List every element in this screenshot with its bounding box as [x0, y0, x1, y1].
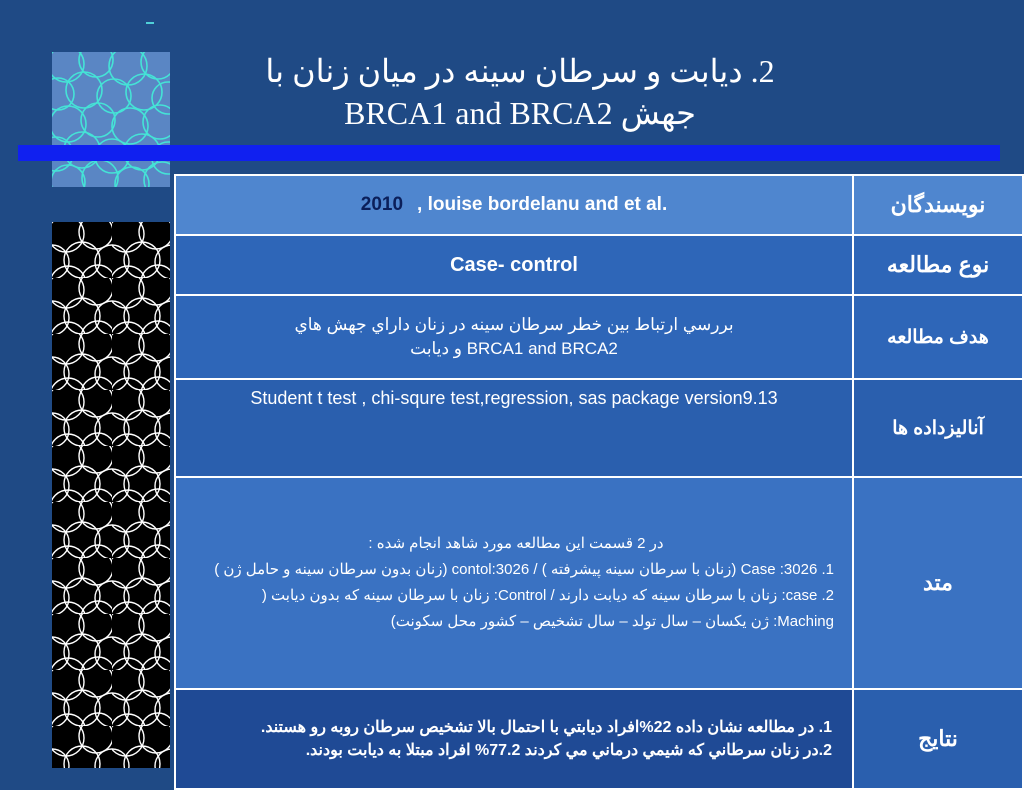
- table-row-study-type: [175, 235, 1023, 295]
- title-line-1: 2. دیابت و سرطان سینه در میان زنان با: [265, 53, 775, 89]
- study-goal-label: هدف مطالعه: [853, 295, 1023, 379]
- method-label: متد: [853, 477, 1023, 689]
- study-type-label: نوع مطالعه: [853, 235, 1023, 295]
- results-item-1: 1. در مطالعه نشان داده 22%افراد ديابتي با احتمال بالا تشخيص سرطان روبه رو هستند.: [260, 719, 832, 736]
- analysis-value: Student t test , chi-squre test,regression, sas package version9.13: [175, 379, 853, 477]
- accent-bar: [18, 145, 1000, 161]
- table-row-method: [175, 477, 1023, 689]
- results-item-2: 2.در زنان سرطاني كه شيمي درماني مي كردند 77.2% افراد مبتلا به ديابت بودند.: [305, 742, 832, 759]
- method-item-2: 2. case: زنان با سرطان سینه که دیابت دارند / Control: زنان با سرطان سینه که بدون دیابت ( Maching: ژن یکسان – سال تولد – سال تشخیص – کشور محل سکونت): [261, 587, 834, 630]
- method-value: [175, 477, 853, 689]
- table-row-analysis: [175, 379, 1023, 477]
- results-value: [175, 689, 853, 789]
- circle-pattern-image-top: [52, 52, 170, 187]
- title-line-2: جهش BRCA1 and BRCA2: [344, 95, 696, 131]
- method-item-1: 1. Case :3026 (زنان با سرطان سینه پیشرفته ) / contol:3026 (زنان بدون سرطان سینه و حامل ژن ): [214, 561, 834, 578]
- authors-year: 2010: [360, 194, 404, 215]
- table-row-results: [175, 689, 1023, 789]
- table-row-authors: [175, 175, 1023, 235]
- study-goal-line-2: BRCA1 and BRCA2 و دیابت: [410, 339, 618, 358]
- analysis-label: آنالیزداده ها: [853, 379, 1023, 477]
- slide-title: [180, 50, 860, 134]
- study-goal-value: [175, 295, 853, 379]
- authors-value: [175, 175, 853, 235]
- method-intro: در 2 قسمت این مطالعه مورد شاهد انجام شده :: [368, 535, 664, 552]
- study-type-value: Case- control: [175, 235, 853, 295]
- authors-label: نویسندگان: [853, 175, 1023, 235]
- slide-marker: [146, 22, 154, 24]
- results-label: نتایج: [853, 689, 1023, 789]
- authors-names: , louise bordelanu and et al.: [417, 194, 668, 215]
- study-goal-line-1: بررسي ارتباط بين خطر سرطان سينه در زنان داراي جهش هاي: [294, 315, 734, 334]
- study-summary-table: [174, 174, 1024, 790]
- table-row-study-goal: [175, 295, 1023, 379]
- circle-pattern-image-bottom: [52, 222, 170, 768]
